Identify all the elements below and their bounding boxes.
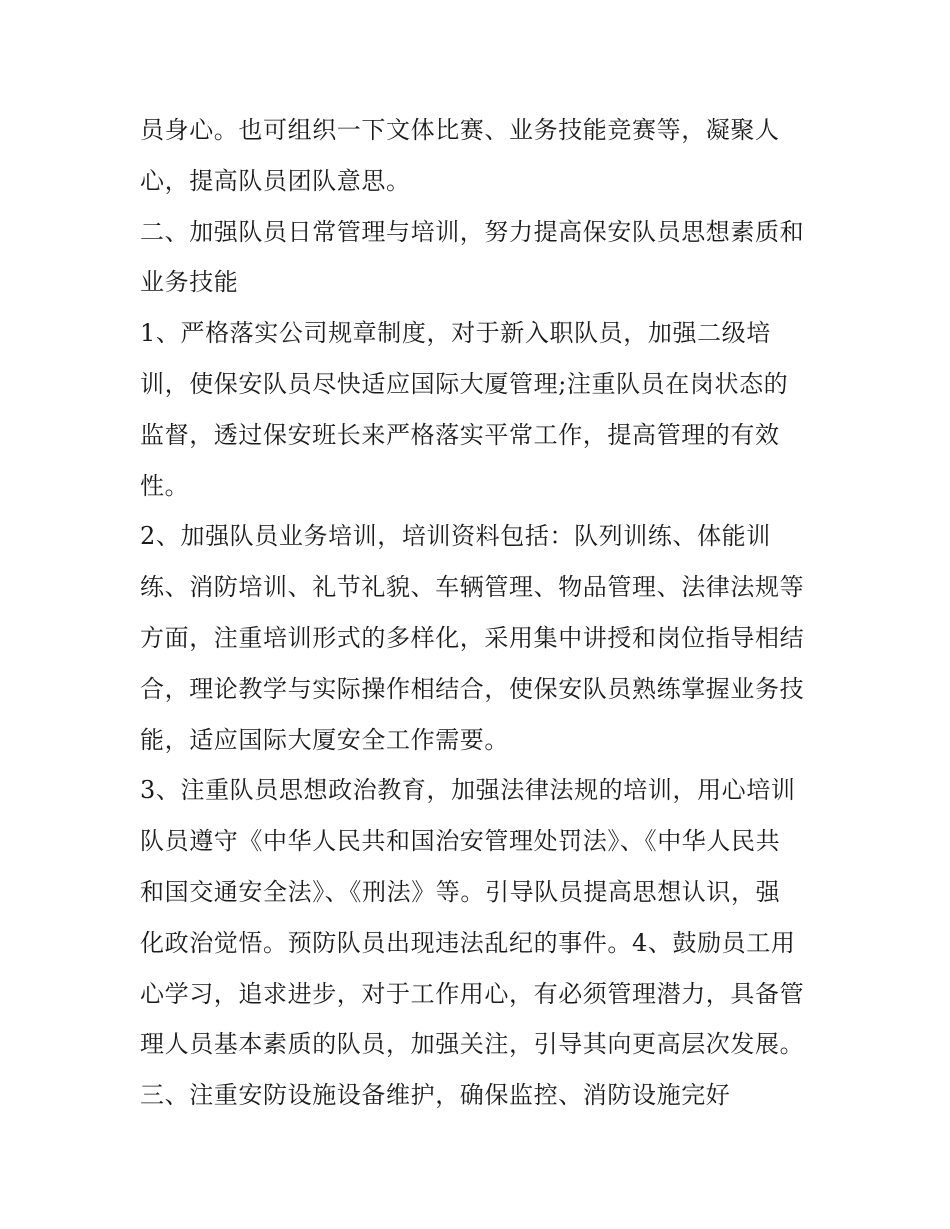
text-line: 队员遵守《中华人民共和国治安管理处罚法》、《中华人民共 (140, 827, 781, 856)
text-line: 化政治觉悟。预防队员出现违法乱纪的事件。4、鼓励员工用 (140, 928, 796, 957)
text-line: 和国交通安全法》、《刑法》等。引导队员提高思想认识，强 (140, 877, 781, 906)
document-body (140, 105, 820, 1121)
section-heading-2-cont: 业务技能 (140, 268, 239, 297)
text-line: 心，提高队员团队意思。 (140, 166, 411, 195)
text-line: 监督，透过保安班长来严格落实平常工作，提高管理的有效 (140, 420, 780, 449)
text-line: 2、加强队员业务培训，培训资料包括：队列训练、体能训 (140, 522, 771, 551)
text-line: 性。 (140, 471, 190, 500)
text-line: 3、注重队员思想政治教育，加强法律法规的培训，用心培训 (140, 776, 796, 805)
text-line: 1、严格落实公司规章制度，对于新入职队员，加强二级培 (140, 319, 771, 348)
text-line: 方面，注重培训形式的多样化，采用集中讲授和岗位指导相结 (140, 623, 805, 652)
text-line: 理人员基本素质的队员，加强关注，引导其向更高层次发展。 (140, 1030, 805, 1059)
section-heading-3: 三、注重安防设施设备维护，确保监控、消防设施完好 (140, 1081, 731, 1110)
text-line: 练、消防培训、礼节礼貌、车辆管理、物品管理、法律法规等 (140, 573, 805, 602)
text-line: 能，适应国际大厦安全工作需要。 (140, 725, 509, 754)
text-line: 训，使保安队员尽快适应国际大厦管理;注重队员在岗状态的 (140, 369, 789, 398)
section-heading-2: 二、加强队员日常管理与培训，努力提高保安队员思想素质和 (140, 217, 805, 246)
text-line: 合，理论教学与实际操作相结合，使保安队员熟练掌握业务技 (140, 674, 805, 703)
text-line: 员身心。也可组织一下文体比赛、业务技能竞赛等，凝聚人 (140, 116, 780, 144)
text-line: 心学习，追求进步，对于工作用心，有必须管理潜力，具备管 (140, 979, 805, 1008)
